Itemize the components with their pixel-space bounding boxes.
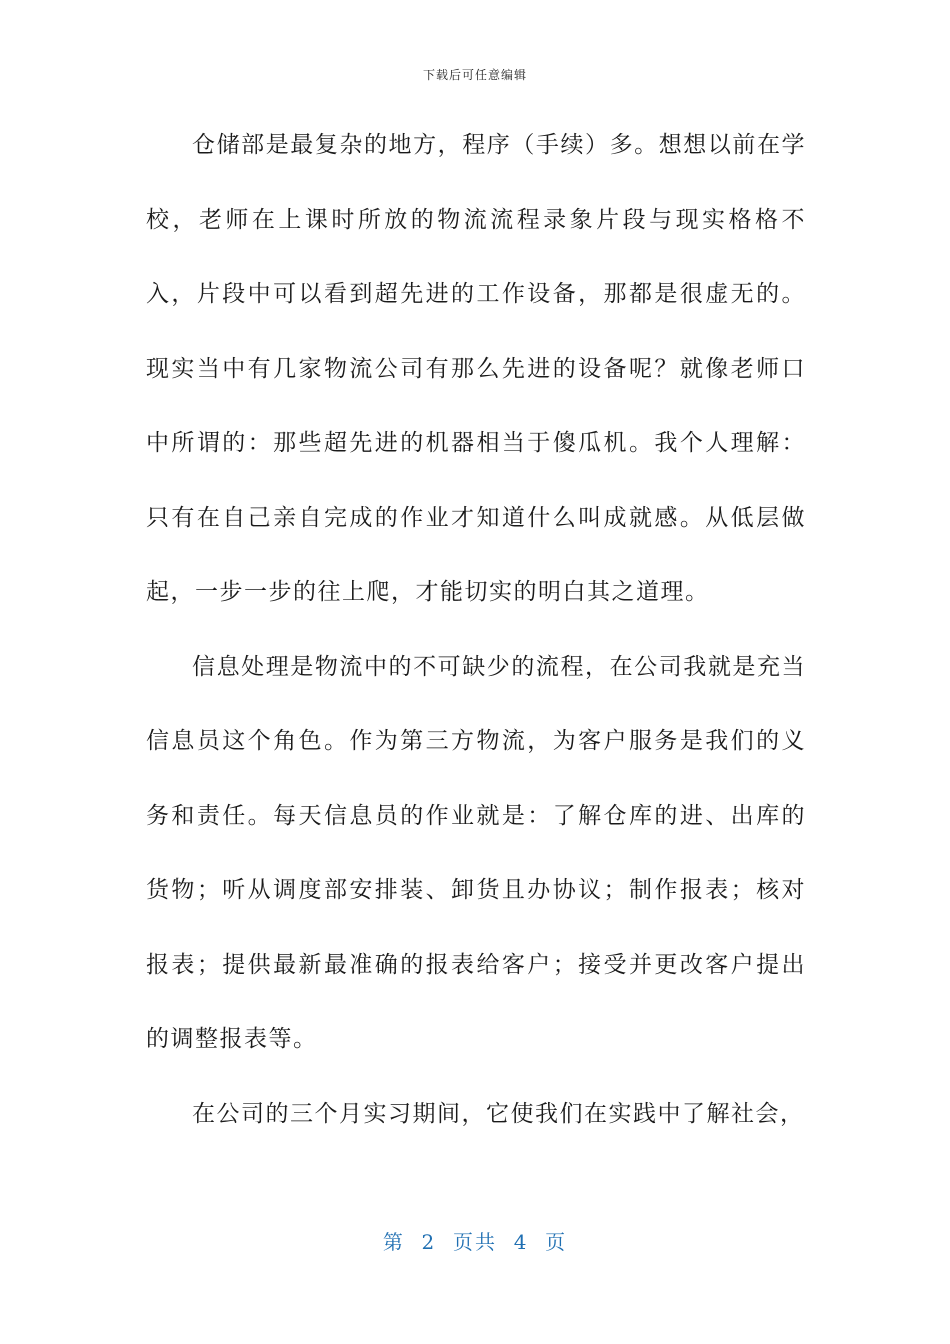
paragraph-warehouse: 仓储部是最复杂的地方，程序（手续）多。想想以前在学校，老师在上课时所放的物流流程录象片段与现实格格不入，片段中可以看到超先进的工作设备，那都是很虚无的。现实当中有几家物流公司有那么先进的设备呢？就像老师口中所谓的：那些超先进的机器相当于傻瓜机。我个人理解：只有在自己亲自完成的作业才知道什么叫成就感。从低层做起，一步一步的往上爬，才能切实的明白其之道理。 <box>146 132 806 605</box>
document-body <box>146 108 806 1151</box>
paragraph-information: 信息处理是物流中的不可缺少的流程，在公司我就是充当信息员这个角色。作为第三方物流，为客户服务是我们的义务和责任。每天信息员的作业就是：了解仓库的进、出库的货物；听从调度部安排装、卸货且办协议；制作报表；核对报表；提供最新最准确的报表给客户；接受并更改客户提出的调整报表等。 <box>146 653 806 1052</box>
paragraph-internship: 在公司的三个月实习期间，它使我们在实践中了解社会， <box>192 1100 805 1127</box>
page-number-footer: 第 2 页共 4 页 <box>382 1230 568 1254</box>
page-header: 下载后可任意编辑 <box>422 68 527 82</box>
